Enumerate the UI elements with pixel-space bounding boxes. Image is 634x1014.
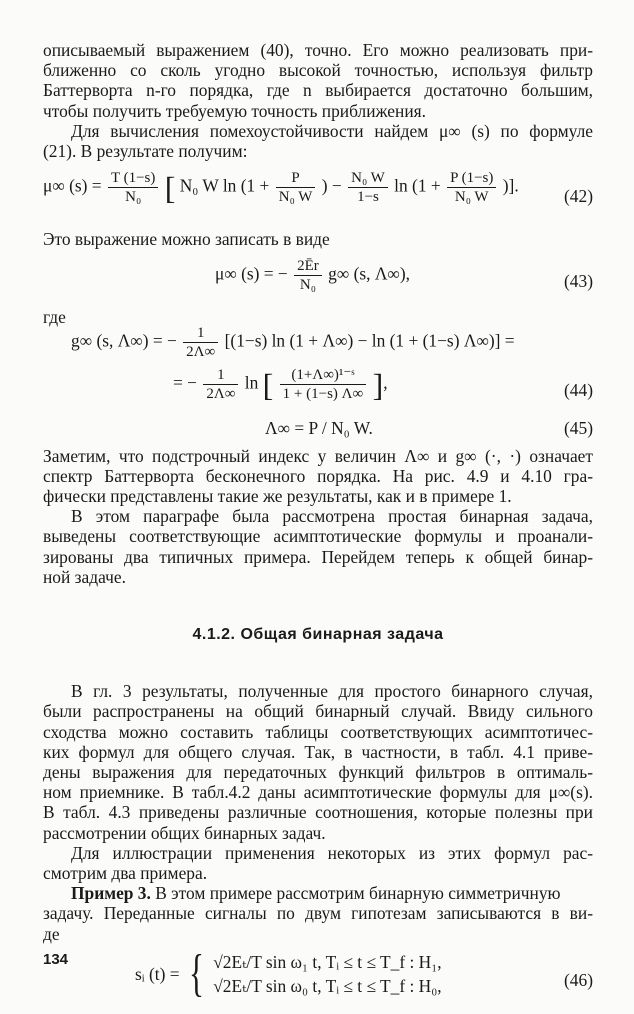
text-line: выведены соответствующие асимптотические формулы и проанали-	[43, 526, 593, 547]
eq43-rhs: g∞ (s, Λ∞),	[328, 263, 410, 284]
text-line: ких формул для общего случая. Так, в частности, в табл. 4.1 приве-	[43, 741, 593, 762]
eq44-frac2	[203, 366, 238, 403]
text-line: ной задаче.	[43, 566, 126, 587]
text-line: Заметим, что подстрочный индекс у величин Λ∞ и g∞ (·, ·) означает	[43, 445, 593, 466]
eq42-frac4-den: N₀ W	[454, 189, 489, 206]
page-body	[43, 40, 593, 1014]
equation-44-line2	[43, 366, 593, 416]
paragraph-5	[43, 506, 593, 587]
equation-number: (46)	[564, 969, 593, 990]
eq43-frac	[294, 257, 322, 294]
eq42-frac1	[108, 169, 158, 206]
paragraph-2	[43, 121, 593, 161]
eq44-ln: ln	[244, 372, 259, 393]
text-line: смотрим два примера.	[43, 863, 208, 884]
bracket-open: [	[262, 366, 274, 403]
eq42-lhs: μ∞ (s) =	[43, 175, 102, 196]
eq42-part-a: N₀ W ln (1 +	[179, 175, 270, 196]
where-label: где	[43, 307, 66, 328]
eq42-part-c: ln (1 +	[394, 175, 441, 196]
example-label: Пример 3.	[71, 883, 151, 904]
brace-icon: {	[188, 944, 204, 1002]
text-fragment: В этом примере рассмотрим бинарную симметричную	[150, 883, 561, 904]
eq44-frac2-den: 2Λ∞	[206, 385, 236, 402]
equation-45	[43, 418, 593, 446]
paragraph-3	[43, 229, 593, 249]
eq42-part-b: ) −	[321, 175, 342, 196]
text-line: В табл. 4.3 приведены различные соотношения, которые полезны при	[43, 802, 593, 823]
equation-number: (42)	[564, 186, 593, 207]
eq43-frac-num: 2Ēr	[294, 257, 322, 276]
eq45-body: Λ∞ = P / N₀ W.	[265, 417, 373, 438]
text-line: де	[43, 923, 60, 944]
text-line: задачу. Переданные сигналы по двум гипотезам записываются в ви-	[43, 903, 593, 924]
eq44-frac3-den: 1 + (1−s) Λ∞	[282, 385, 364, 402]
text-line: сходства можно составить таблицы соответствующих асимптотичес-	[43, 721, 593, 742]
eq44-frac1	[183, 324, 218, 361]
text-line: зированы два типичных примера. Перейдем теперь к общей бинар-	[43, 546, 593, 567]
text-line: ближенно со сколь угодно высокой точностью, используя фильтр	[43, 60, 593, 81]
equation-number: (43)	[564, 271, 593, 292]
page-number: 134	[43, 951, 69, 968]
eq44-lhs: g∞ (s, Λ∞) = −	[71, 330, 177, 351]
text-line: Для иллюстрации применения некоторых из этих формул рас-	[71, 842, 593, 863]
bracket-close: ]	[372, 366, 384, 403]
eq44-frac3-num: (1+Λ∞)¹⁻ˢ	[280, 366, 367, 385]
text-line: дены выражения для передаточных функций фильтров в оптималь-	[43, 762, 593, 783]
eq42-frac3	[348, 169, 388, 206]
eq42-frac3-num: N₀ W	[348, 169, 388, 188]
eq42-frac1-num: T (1−s)	[108, 169, 158, 188]
paragraph-1	[43, 40, 593, 121]
eq42-frac2-den: N₀ W	[278, 189, 313, 206]
paragraph-6	[43, 681, 593, 843]
equation-42	[43, 169, 593, 225]
paragraph-4	[43, 446, 593, 507]
text-line: Для вычисления помехоустойчивости найдем μ∞ (s) по формуле	[71, 120, 593, 141]
equation-46	[43, 944, 593, 1014]
eq42-frac3-den: 1−s	[357, 189, 379, 206]
text-line: были распространены на общий бинарный случай. Ввиду сильного	[43, 701, 593, 722]
bracket-open: [	[164, 169, 176, 206]
eq46-row1: √2Eₜ/T sin ω₁ t, Tᵢ ≤ t ≤ T_f : H₁,	[213, 951, 442, 972]
eq46-cases	[213, 950, 441, 998]
eq43-frac-den: N₀	[299, 277, 316, 294]
text-line	[43, 883, 593, 903]
eq44-tail: ,	[383, 372, 388, 393]
paragraph-7	[43, 843, 593, 883]
text-line: (21). В результате получим:	[43, 141, 248, 162]
eq43-lhs: μ∞ (s) = −	[215, 263, 288, 284]
equation-43	[43, 257, 593, 307]
text-line: ном приемнике. В табл.4.2 даны асимптотические формулы для μ∞(s).	[43, 782, 593, 803]
eq46-row2: √2Eₜ/T sin ω₀ t, Tᵢ ≤ t ≤ T_f : H₀,	[213, 975, 442, 996]
paragraph-8	[43, 883, 593, 944]
text-line: чтобы получить требуемую точность приближения.	[43, 100, 426, 121]
text-line: спектр Баттерворта бесконечного порядка. На рис. 4.9 и 4.10 гра-	[43, 465, 593, 486]
eq42-frac1-den: N₀	[125, 189, 142, 206]
text-line: фически представлены такие же результаты, как и в примере 1.	[43, 486, 512, 507]
text-line: описываемый выражением (40), точно. Его можно реализовать при-	[43, 40, 593, 60]
eq42-part-d: )].	[502, 175, 519, 196]
eq46-lhs: sᵢ (t) =	[135, 963, 180, 984]
eq44-frac2-num: 1	[203, 366, 238, 385]
text-line: Баттерворта n-го порядка, где n выбирается достаточно большим,	[43, 80, 593, 101]
eq42-frac2-num: P	[276, 169, 316, 188]
eq44-frac1-num: 1	[183, 324, 218, 343]
equation-number: (45)	[564, 417, 593, 438]
eq42-frac4	[447, 169, 496, 206]
eq44-pre2: = −	[173, 372, 197, 393]
text-line: рассмотрении общих бинарных задач.	[43, 822, 326, 843]
eq42-frac2	[276, 169, 316, 206]
eq44-rhs1: [(1−s) ln (1 + Λ∞) − ln (1 + (1−s) Λ∞)] =	[224, 330, 515, 351]
equation-44-line1	[43, 324, 593, 366]
eq44-frac1-den: 2Λ∞	[186, 343, 216, 360]
eq42-frac4-num: P (1−s)	[447, 169, 496, 188]
eq44-frac3	[280, 366, 367, 403]
text-line: В гл. 3 результаты, полученные для простого бинарного случая,	[71, 681, 593, 702]
text-line: Это выражение можно записать в виде	[43, 229, 330, 250]
equation-number: (44)	[564, 379, 593, 400]
section-heading: 4.1.2. Общая бинарная задача	[192, 626, 444, 644]
text-line: В этом параграфе была рассмотрена простая бинарная задача,	[71, 506, 593, 527]
